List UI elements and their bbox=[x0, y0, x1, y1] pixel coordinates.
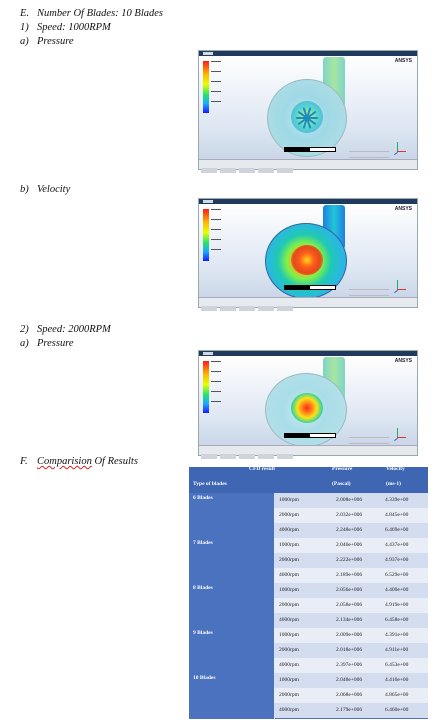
group-label: 6 Blades bbox=[193, 495, 213, 501]
ansys-velocity-screenshot-1 bbox=[198, 198, 418, 308]
header-pressure-unit: (Pascal) bbox=[332, 481, 351, 487]
speed-label: Speed: 1000RPM bbox=[37, 22, 111, 33]
contour-legend bbox=[203, 209, 209, 261]
table-row: 1000rpm 2.048e+006 4.416e+00 bbox=[274, 673, 428, 688]
table-row: 4000rpm 2.189e+006 6.529e+00 bbox=[274, 568, 428, 583]
list-marker: a) bbox=[20, 36, 29, 47]
table-row: 1000rpm 2.046e+006 4.437e+00 bbox=[274, 538, 428, 553]
scale-bar bbox=[284, 285, 336, 290]
pressure-label: Pressure bbox=[37, 338, 74, 349]
header-cfd-result: CFD result bbox=[249, 467, 276, 472]
velocity-label: Velocity bbox=[37, 184, 71, 195]
group-label: 10 Blades bbox=[193, 675, 216, 681]
table-row: 1000rpm 2.009e+006 4.391e+00 bbox=[274, 628, 428, 643]
heading-pressure-2 bbox=[20, 338, 74, 349]
table-row: 4000rpm 2.179e+006 6.460e+00 bbox=[274, 703, 428, 718]
ansys-logo: ANSYS bbox=[394, 358, 412, 364]
table-row: 2000rpm 2.018e+006 4.911e+00 bbox=[274, 643, 428, 658]
list-marker: a) bbox=[20, 338, 29, 349]
axis-triad-icon bbox=[393, 427, 407, 441]
scale-bar bbox=[284, 147, 336, 152]
list-marker: b) bbox=[20, 184, 29, 195]
axis-triad-icon bbox=[393, 141, 407, 155]
header-velocity-unit: (ms-1) bbox=[386, 481, 401, 487]
table-row: 2000rpm 2.068e+006 4.865e+00 bbox=[274, 688, 428, 703]
table-row: 4000rpm 2.248e+006 6.469e+00 bbox=[274, 523, 428, 538]
ansys-pressure-screenshot-1 bbox=[198, 50, 418, 170]
group-label: 7 Blades bbox=[193, 540, 213, 546]
section-title-misspelled-word: Comparision bbox=[37, 456, 92, 467]
heading-velocity-1 bbox=[20, 184, 70, 195]
table-row: 4000rpm 2.397e+006 6.453e+00 bbox=[274, 658, 428, 673]
axis-triad-icon bbox=[393, 279, 407, 293]
heading-speed-1 bbox=[20, 22, 111, 33]
table-header bbox=[189, 467, 428, 493]
table-row: 2000rpm 2.222e+006 4.937e+00 bbox=[274, 553, 428, 568]
heading-section-f bbox=[20, 456, 138, 467]
ansys-logo: ANSYS bbox=[394, 58, 412, 64]
viewer-tabs bbox=[199, 297, 417, 307]
header-pressure: Pressure bbox=[332, 467, 353, 472]
table-body bbox=[274, 493, 428, 718]
contour-legend bbox=[203, 61, 209, 113]
header-type: Type of blades bbox=[193, 481, 227, 487]
pressure-label: Pressure bbox=[37, 36, 74, 47]
heading-section-e bbox=[20, 8, 163, 19]
heading-speed-2 bbox=[20, 324, 111, 335]
viewer-tabs bbox=[199, 159, 417, 169]
table-row: 2000rpm 2.058e+006 4.919e+00 bbox=[274, 598, 428, 613]
results-table bbox=[189, 467, 428, 719]
group-label: 9 Blades bbox=[193, 630, 213, 636]
group-label: 8 Blades bbox=[193, 585, 213, 591]
ansys-logo: ANSYS bbox=[394, 206, 412, 212]
speed-label: Speed: 2000RPM bbox=[37, 324, 111, 335]
section-title: Number Of Blades: 10 Blades bbox=[37, 8, 163, 19]
section-marker: F. bbox=[20, 456, 28, 467]
section-title-rest: Of Results bbox=[91, 456, 138, 467]
table-row: 1000rpm 2.008e+006 4.339e+00 bbox=[274, 493, 428, 508]
header-velocity: Velocity bbox=[386, 467, 405, 472]
section-marker: E. bbox=[20, 8, 30, 19]
viewer-tabs bbox=[199, 445, 417, 455]
table-row: 1000rpm 2.056e+006 4.400e+00 bbox=[274, 583, 428, 598]
ansys-pressure-screenshot-2 bbox=[198, 350, 418, 456]
scale-bar bbox=[284, 433, 336, 438]
heading-pressure-1 bbox=[20, 36, 74, 47]
table-row: 2000rpm 2.032e+006 4.845e+00 bbox=[274, 508, 428, 523]
list-marker: 1) bbox=[20, 22, 29, 33]
contour-legend bbox=[203, 361, 209, 413]
table-row: 4000rpm 2.134e+006 6.458e+00 bbox=[274, 613, 428, 628]
list-marker: 2) bbox=[20, 324, 29, 335]
